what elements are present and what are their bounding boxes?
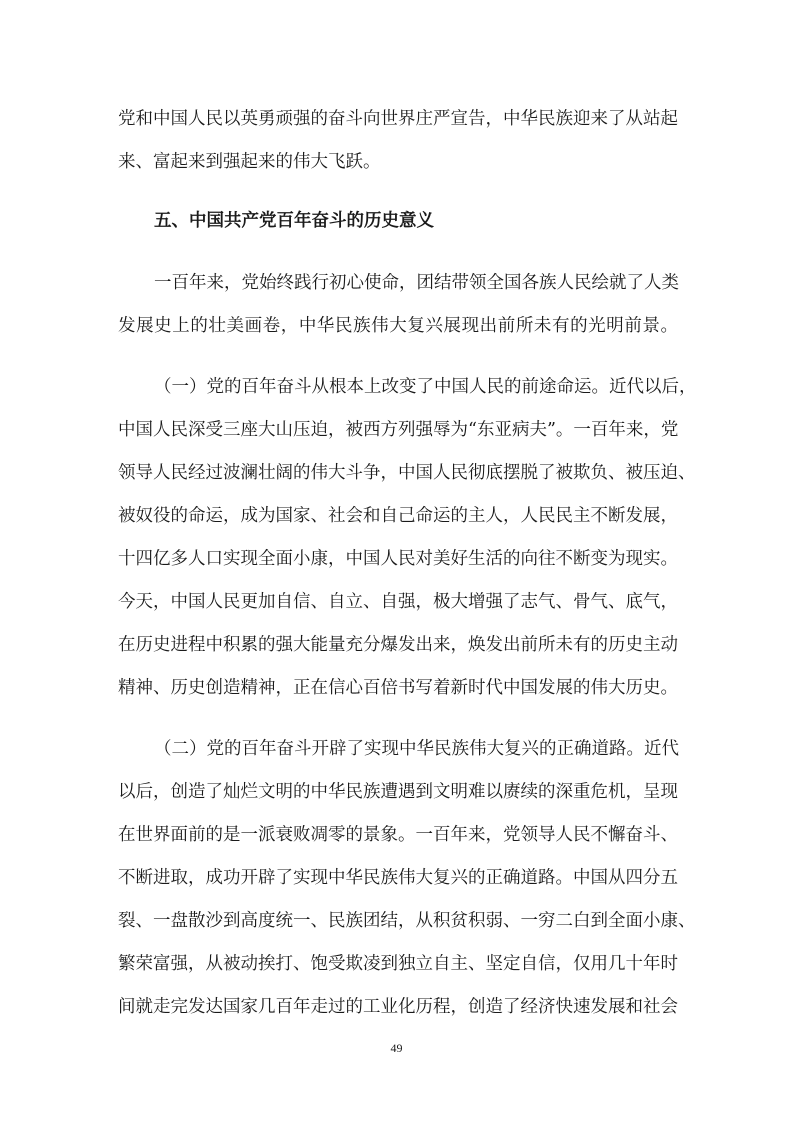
body-text-line: （二）党的百年奋斗开辟了实现中华民族伟大复兴的正确道路。近代 (154, 739, 679, 759)
body-text-line: 十四亿多人口实现全面小康，中国人民对美好生活的向往不断变为现实。 (118, 549, 678, 569)
body-text-line: 裂、一盘散沙到高度统一、民族团结，从积贫积弱、一穷二白到全面小康、 (118, 911, 696, 931)
body-text-line: 以后，创造了灿烂文明的中华民族遭遇到文明难以赓续的深重危机，呈现 (118, 782, 678, 802)
page-number: 49 (390, 1041, 403, 1055)
body-text-line: 在历史进程中积累的强大能量充分爆发出来，焕发出前所未有的历史主动 (118, 635, 678, 655)
body-text-line: 在世界面前的是一派衰败凋零的景象。一百年来，党领导人民不懈奋斗、 (118, 825, 678, 845)
body-text-line: 发展史上的壮美画卷，中华民族伟大复兴展现出前所未有的光明前景。 (118, 316, 678, 336)
body-text-line: 领导人民经过波澜壮阔的伟大斗争，中国人民彻底摆脱了被欺负、被压迫、 (118, 463, 696, 483)
body-text-line: 不断进取，成功开辟了实现中华民族伟大复兴的正确道路。中国从四分五 (118, 868, 678, 888)
body-text-line: 来、富起来到强起来的伟大飞跃。 (118, 152, 381, 172)
body-text-line: 精神、历史创造精神，正在信心百倍书写着新时代中国发展的伟大历史。 (118, 678, 678, 698)
body-text-line: 一百年来，党始终践行初心使命，团结带领全国各族人民绘就了人类 (154, 273, 679, 293)
body-text-line: 党和中国人民以英勇顽强的奋斗向世界庄严宣告，中华民族迎来了从站起 (118, 109, 678, 129)
body-text-line: 中国人民深受三座大山压迫，被西方列强辱为“东亚病夫”。一百年来，党 (118, 420, 679, 440)
section-heading: 五、中国共产党百年奋斗的历史意义 (154, 211, 434, 231)
body-text-line: 今天，中国人民更加自信、自立、自强，极大增强了志气、骨气、底气， (118, 592, 678, 612)
body-text-line: （一）党的百年奋斗从根本上改变了中国人民的前途命运。近代以后， (154, 377, 697, 397)
body-text-line: 间就走完发达国家几百年走过的工业化历程，创造了经济快速发展和社会 (118, 997, 678, 1017)
body-text-line: 被奴役的命运，成为国家、社会和自己命运的主人，人民民主不断发展， (118, 506, 678, 526)
body-text-line: 繁荣富强，从被动挨打、饱受欺凌到独立自主、坚定自信，仅用几十年时 (118, 954, 678, 974)
